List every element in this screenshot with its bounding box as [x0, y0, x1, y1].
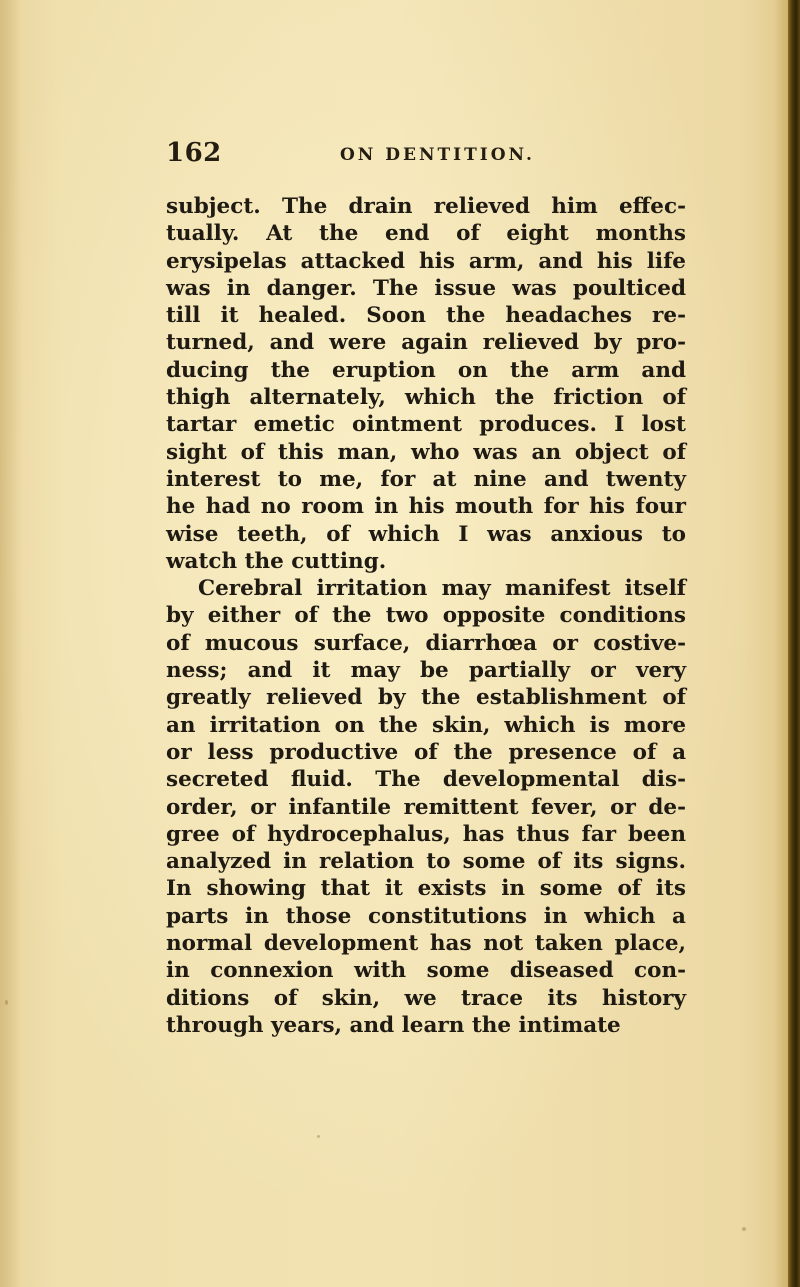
text-line: thigh alternately, which the friction of	[166, 385, 686, 411]
text-line: normal development has not taken place,	[166, 931, 686, 957]
text-line: ditions of skin, we trace its history	[166, 985, 686, 1011]
text-line: he had no room in his mouth for his four	[166, 494, 686, 520]
page-edge-shadow	[774, 0, 788, 1287]
page-number: 162	[166, 138, 222, 168]
paper-speck	[742, 1227, 746, 1231]
text-line: parts in those constitutions in which a	[166, 903, 686, 929]
text-line: secreted fluid. The developmental dis-	[166, 767, 686, 793]
text-line: interest to me, for at nine and twenty	[166, 466, 686, 492]
text-line: Cerebral irritation may manifest itself	[198, 576, 686, 602]
body-text	[166, 193, 686, 1039]
text-line: In showing that it exists in some of its	[166, 876, 686, 902]
page-edge	[788, 0, 800, 1287]
text-line: was in danger. The issue was poulticed	[166, 275, 686, 301]
text-line: through years, and learn the intimate	[166, 1012, 621, 1038]
text-line: in connexion with some diseased con-	[166, 958, 686, 984]
text-line: subject. The drain relieved him effec-	[166, 194, 686, 219]
text-line: watch the cutting.	[166, 548, 387, 574]
text-line: order, or infantile remittent fever, or de-	[166, 794, 686, 820]
text-line: turned, and were again relieved by pro-	[166, 330, 686, 356]
text-line: or less productive of the presence of a	[166, 739, 686, 765]
running-title: ON DENTITION.	[340, 145, 535, 165]
text-line: till it healed. Soon the headaches re-	[166, 303, 686, 329]
text-line: by either of the two opposite conditions	[166, 603, 686, 629]
text-line: of mucous surface, diarrhœa or costive-	[166, 630, 686, 656]
paper-speck	[317, 1135, 320, 1138]
text-line: wise teeth, of which I was anxious to	[166, 521, 686, 547]
text-line: gree of hydrocephalus, has thus far been	[166, 821, 686, 847]
text-line: tually. At the end of eight months	[166, 221, 686, 247]
text-line: tartar emetic ointment produces. I lost	[166, 412, 686, 438]
text-line: sight of this man, who was an object of	[166, 439, 686, 465]
text-line: ness; and it may be partially or very	[166, 658, 686, 684]
paper-speck	[5, 1000, 8, 1005]
text-line: greatly relieved by the establishment of	[166, 685, 686, 711]
page-header	[166, 138, 686, 178]
text-line: an irritation on the skin, which is more	[166, 712, 686, 738]
page-gutter-shadow	[0, 0, 22, 1287]
text-line: analyzed in relation to some of its signs.	[166, 849, 686, 875]
text-line: erysipelas attacked his arm, and his life	[166, 248, 686, 274]
text-line: ducing the eruption on the arm and	[166, 357, 686, 383]
